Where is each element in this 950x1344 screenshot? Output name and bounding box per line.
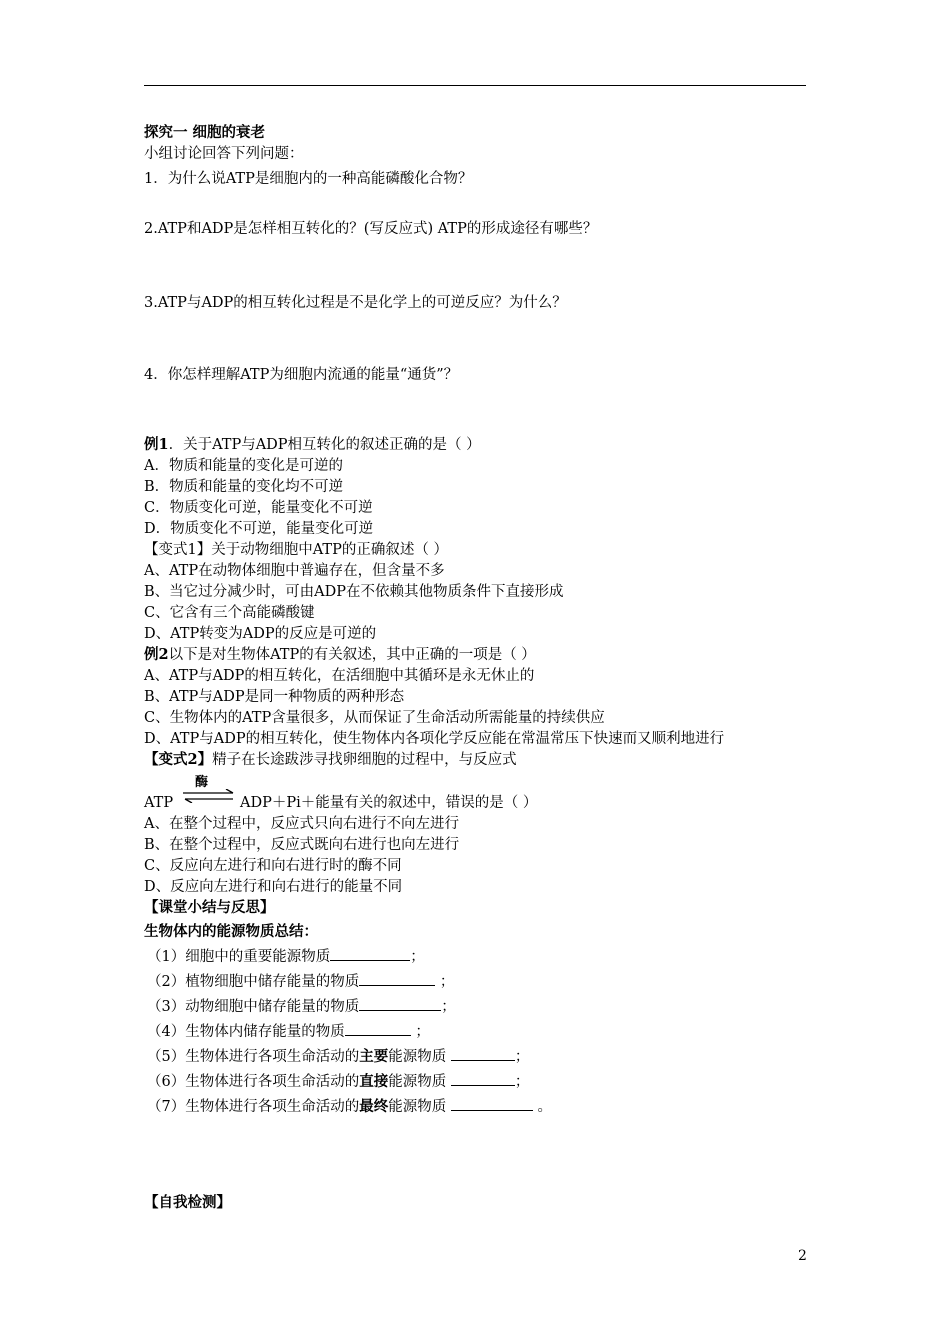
self-check-title: 【自我检测】 xyxy=(144,1194,231,1211)
section-intro: 小组讨论回答下列问题： xyxy=(144,146,304,162)
summary-item-2: （2）植物细胞中储存能量的物质 ； xyxy=(147,970,454,992)
question-1: 1．为什么说ATP是细胞内的一种高能磷酸化合物？ xyxy=(144,171,473,187)
reaction-equation-right: ADP＋Pi＋能量有关的叙述中，错误的是（ ） xyxy=(240,795,538,811)
reaction-equation-left: ATP xyxy=(144,795,174,811)
example-1-option-b: B．物质和能量的变化均不可逆 xyxy=(144,479,344,495)
example-2-option-c: C、生物体内的ATP含量很多，从而保证了生命活动所需能量的持续供应 xyxy=(144,710,605,726)
example-1-stem: 例1．关于ATP与ADP相互转化的叙述正确的是（ ） xyxy=(144,436,481,453)
answer-blank[interactable] xyxy=(451,1070,515,1086)
variant-2-option-b: B、在整个过程中，反应式既向右进行也向左进行 xyxy=(144,837,460,853)
summary-item-5: （5）生物体进行各项生命活动的主要能源物质 ； xyxy=(147,1045,529,1067)
summary-title: 【课堂小结与反思】 xyxy=(144,899,275,916)
variant-2-stem: 【变式2】精子在长途跋涉寻找卵细胞的过程中，与反应式 xyxy=(144,751,517,768)
variant-2-option-a: A、在整个过程中，反应式只向右进行不向左进行 xyxy=(144,816,459,832)
answer-blank[interactable] xyxy=(451,1095,533,1111)
summary-item-7: （7）生物体进行各项生命活动的最终能源物质 。 xyxy=(147,1095,552,1117)
header-rule xyxy=(144,85,806,86)
answer-blank[interactable] xyxy=(359,995,441,1011)
answer-blank[interactable] xyxy=(451,1045,515,1061)
variant-2-option-c: C、反应向左进行和向右进行时的酶不同 xyxy=(144,858,402,874)
variant-1-option-c: C、它含有三个高能磷酸键 xyxy=(144,605,315,621)
example-2-stem: 例2以下是对生物体ATP的有关叙述，其中正确的一项是（ ） xyxy=(144,646,536,663)
summary-item-6: （6）生物体进行各项生命活动的直接能源物质 ； xyxy=(147,1070,529,1092)
question-3: 3.ATP与ADP的相互转化过程是不是化学上的可逆反应？为什么？ xyxy=(144,295,567,311)
page-number: 2 xyxy=(798,1248,807,1264)
example-2-option-d: D、ATP与ADP的相互转化，使生物体内各项化学反应能在常温常压下快速而又顺利地进行 xyxy=(144,731,725,747)
question-2: 2.ATP和ADP是怎样相互转化的？(写反应式) ATP的形成途径有哪些？ xyxy=(144,221,598,237)
example-1-option-c: C．物质变化可逆，能量变化不可逆 xyxy=(144,500,373,516)
variant-1-option-b: B、当它过分减少时，可由ADP在不依赖其他物质条件下直接形成 xyxy=(144,584,564,600)
answer-blank[interactable] xyxy=(359,970,435,986)
section-title: 探究一 细胞的衰老 xyxy=(144,124,266,141)
summary-subtitle: 生物体内的能源物质总结： xyxy=(144,923,318,940)
example-2-option-b: B、ATP与ADP是同一种物质的两种形态 xyxy=(144,689,405,705)
example-2-option-a: A、ATP与ADP的相互转化，在活细胞中其循环是永无休止的 xyxy=(144,668,535,684)
summary-item-4: （4）生物体内储存能量的物质 ； xyxy=(147,1020,430,1042)
variant-1-stem: 【变式1】关于动物细胞中ATP的正确叙述（ ） xyxy=(144,542,448,558)
summary-item-3: （3）动物细胞中储存能量的物质 ； xyxy=(147,995,456,1017)
example-1-option-d: D．物质变化不可逆，能量变化可逆 xyxy=(144,521,374,537)
summary-item-1: （1）细胞中的重要能源物质 ； xyxy=(147,945,425,967)
answer-blank[interactable] xyxy=(330,945,410,961)
enzyme-label: 酶 xyxy=(195,775,209,790)
answer-blank[interactable] xyxy=(345,1020,411,1036)
variant-1-option-a: A、ATP在动物体细胞中普遍存在，但含量不多 xyxy=(144,563,445,579)
example-1-option-a: A．物质和能量的变化是可逆的 xyxy=(144,458,343,474)
variant-2-option-d: D、反应向左进行和向右进行的能量不同 xyxy=(144,879,403,895)
variant-1-option-d: D、ATP转变为ADP的反应是可逆的 xyxy=(144,626,377,642)
question-4: 4．你怎样理解ATP为细胞内流通的能量“通货”？ xyxy=(144,367,459,383)
reversible-reaction-arrows-icon xyxy=(183,789,235,803)
